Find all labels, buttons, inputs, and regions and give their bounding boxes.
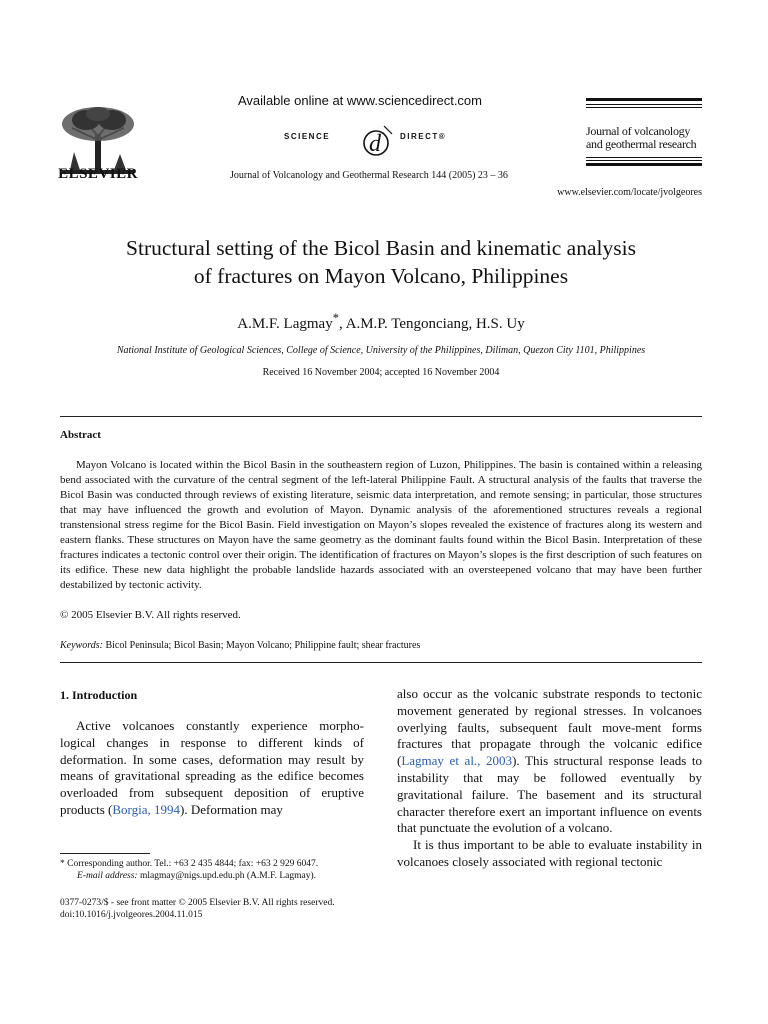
header-rule (586, 104, 702, 105)
article-title-line: Structural setting of the Bicol Basin and kinematic analysis (126, 236, 636, 260)
header-rule (586, 160, 702, 161)
journal-title-line: and geothermal research (586, 137, 697, 151)
journal-title-line: Journal of volcanology (586, 124, 691, 138)
citation-link[interactable]: Borgia, 1994 (112, 801, 181, 817)
intro-text: also occur as the volcanic substrate responds to tectonic movement generated by regional stresses. In volcanoes overlying faults, subsequent fault move-ment forms fractures that propagate through the volcanic edifice ( (397, 686, 702, 769)
section-rule (60, 662, 702, 663)
keywords-list: Bicol Peninsula; Bicol Basin; Mayon Volcano; Philippine fault; shear fractures (105, 640, 421, 651)
header-rule (586, 163, 702, 166)
journal-title (586, 125, 696, 151)
author-others: , A.M.P. Tengonciang, H.S. Uy (338, 316, 525, 332)
sciencedirect-logo-left: SCIENCE (284, 132, 331, 141)
abstract-copyright: © 2005 Elsevier B.V. All rights reserved. (60, 609, 241, 621)
intro-paragraph-1 (60, 718, 364, 819)
issn-line: 0377-0273/$ - see front matter © 2005 Elsevier B.V. All rights reserved. (60, 898, 335, 908)
journal-citation: Journal of Volcanology and Geothermal Research 144 (2005) 23 – 36 (230, 170, 508, 181)
article-title-line: of fractures on Mayon Volcano, Philippines (193, 264, 569, 288)
corresponding-author-note: * Corresponding author. Tel.: +63 2 435 4844; fax: +63 2 929 6047. (60, 859, 319, 869)
citation-link[interactable]: Lagmay et al., 2003 (401, 753, 513, 769)
section-heading-introduction: 1. Introduction (60, 688, 138, 702)
intro-column-2 (397, 686, 702, 871)
author-lead[interactable]: A.M.F. Lagmay (237, 316, 333, 332)
intro-paragraph-2 (397, 686, 702, 837)
abstract-heading: Abstract (60, 429, 101, 441)
footnote-rule (60, 853, 150, 854)
available-online-text: Available online at www.sciencedirect.com (238, 93, 482, 108)
header-rule (586, 107, 702, 108)
article-title (60, 234, 702, 290)
keywords (60, 640, 420, 651)
intro-text: ). Deformation may (180, 801, 283, 817)
sciencedirect-logo-right: DIRECT® (400, 132, 447, 141)
svg-text:d: d (369, 131, 381, 157)
corresponding-marker[interactable]: * (332, 311, 339, 325)
doi-line[interactable]: doi:10.1016/j.jvolgeores.2004.11.015 (60, 910, 203, 920)
abstract-body: Mayon Volcano is located within the Bicol Basin in the southeastern region of Luzon, Philippines. The basin is contained within a releasing bend associated with the curvature of the central segment of the left-lateral Philippine Fault. A structural analysis of the faults that traverse the Bicol Basin was conducted through reviews of existing literature, seismic data interpretation, and remote sensing; in particular, those structures that may have influenced the growth and evolution of Mayon. Dynamic analysis of the aforementioned structures reveals a regional transtensional stress regime for the Bicol Basin. Field investigation on Mayon’s slopes revealed the existence of fractures along its western and eastern flanks. These structures on Mayon have the same geometry as the dominant faults found within the Bicol Basin. Interpretation of these fractures indicates a tectonic control over their origin. The identification of fractures on Mayon’s slopes is the first description of such features on its edifice. These new data highlight the probable landslide hazards associated with an oversteepened volcano that may have been further destabilized by tectonic activity. (60, 459, 702, 591)
journal-url[interactable]: www.elsevier.com/locate/jvolgeores (557, 187, 702, 198)
received-dates: Received 16 November 2004; accepted 16 November 2004 (262, 367, 500, 378)
email-address[interactable]: mlagmay@nigs.upd.edu.ph (A.M.F. Lagmay). (139, 871, 317, 881)
email-label: E-mail address: (77, 871, 138, 881)
intro-paragraph-3: It is thus important to be able to evaluate instability in volcanoes closely associated with regional tectonic (397, 837, 702, 869)
intro-text: ). This structural response leads to instability that may be followed eventually by gravitational failure. The basement and its structural character therefore exert an important influence on events that punctuate the evolution of a volcano. (397, 753, 703, 836)
publisher-name: ELSEVIER (58, 166, 138, 182)
email-note (77, 871, 316, 881)
section-rule (60, 416, 702, 417)
keywords-label: Keywords: (60, 640, 103, 651)
intro-text: Active volcanoes constantly experience morpho-logical changes in response to different kinds of deformation. In some cases, deformation may result by means of gravitational spreading as the edifice becomes overloaded from subsequent deposition of eruptive products ( (60, 718, 364, 817)
affiliation: National Institute of Geological Sciences, College of Science, University of the Philippines, Diliman, Quezon City 1101, Philippines (116, 345, 646, 356)
sciencedirect-logo (292, 122, 472, 160)
header-rule (586, 157, 702, 158)
header-rule (586, 98, 702, 101)
authors (60, 311, 702, 333)
